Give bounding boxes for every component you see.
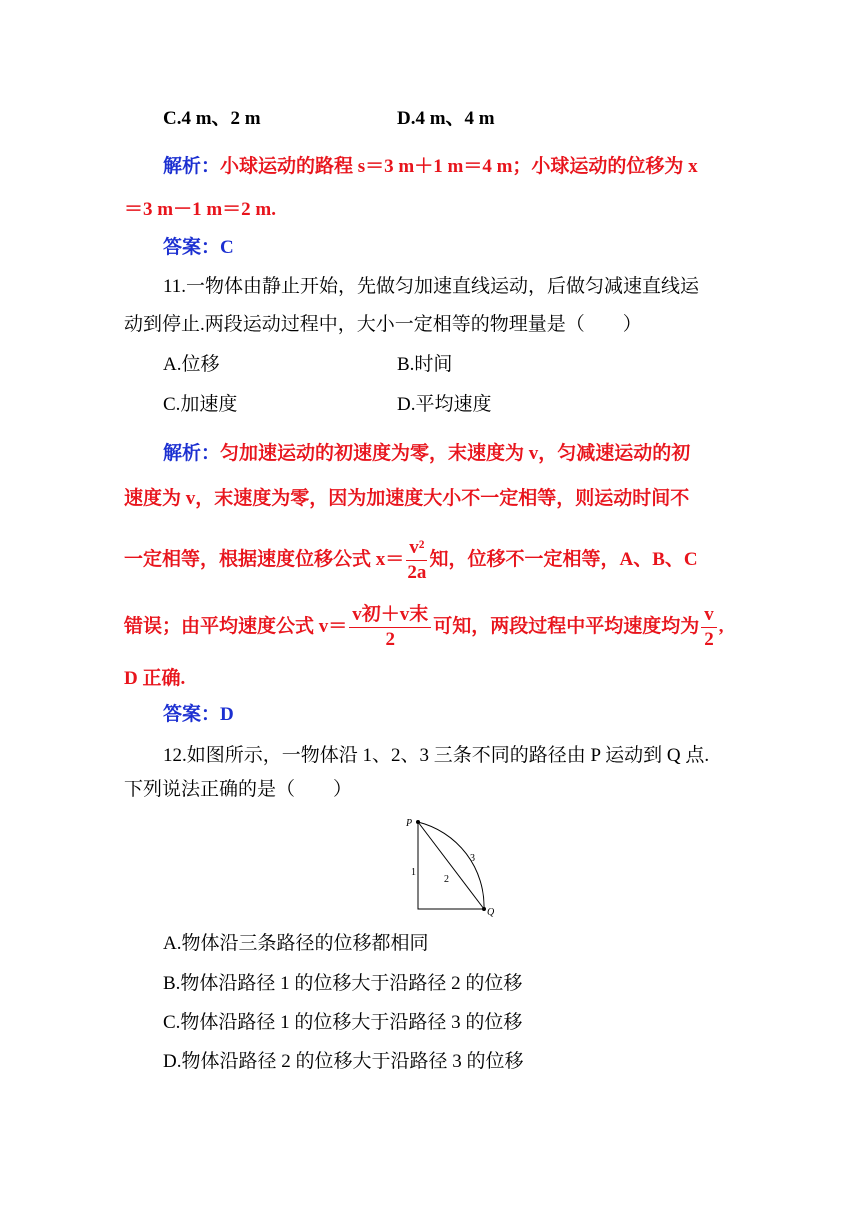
q11-analysis-line2: 速度为 v，末速度为零，因为加速度大小不一定相等，则运动时间不 xyxy=(124,488,690,509)
q12-option-d: D.物体沿路径 2 的位移大于沿路径 3 的位移 xyxy=(163,1051,524,1072)
path-2-label: 2 xyxy=(444,874,449,885)
q12-option-a: A.物体沿三条路径的位移都相同 xyxy=(163,933,429,954)
q12-stem-line1: 12.如图所示，一物体沿 1、2、3 三条不同的路径由 P 运动到 Q 点. xyxy=(163,745,710,766)
answer-value: D xyxy=(220,704,234,725)
answer-label: 答案： xyxy=(163,704,221,725)
fraction-denominator: 2a xyxy=(407,562,427,584)
fraction-denominator: 2 xyxy=(704,629,714,651)
path-diagram-svg xyxy=(400,812,500,922)
q12-option-c: C.物体沿路径 1 的位移大于沿路径 3 的位移 xyxy=(163,1012,523,1033)
fraction-numerator: v初＋v末 xyxy=(349,603,431,628)
q11-stem-line1: 11.一物体由静止开始，先做匀加速直线运动，后做匀减速直线运 xyxy=(163,276,700,297)
q11-analysis-line5: D 正确. xyxy=(124,668,186,689)
fraction-denominator: 2 xyxy=(385,629,396,651)
q11-analysis-line3 xyxy=(124,530,698,590)
point-q-dot xyxy=(482,907,486,911)
fraction-numerator: v xyxy=(701,603,717,628)
q10-analysis-line1 xyxy=(163,154,698,180)
q11-option-a: A.位移 xyxy=(163,354,220,375)
q12-stem-line2: 下列说法正确的是（ ） xyxy=(124,779,353,800)
q11-analysis-line1 xyxy=(163,441,690,467)
average-velocity-fraction xyxy=(349,603,431,652)
q10-option-c: C.4 m、2 m xyxy=(163,108,261,129)
formula-prefix: 一定相等，根据速度位移公式 x＝ xyxy=(124,549,405,570)
half-velocity-fraction xyxy=(701,603,717,652)
analysis-text: 小球运动的路程 s＝3 m＋1 m＝4 m；小球运动的位移为 x xyxy=(220,156,698,177)
fraction-numerator: v² xyxy=(406,536,427,561)
path-1-label: 1 xyxy=(411,867,416,878)
q10-answer xyxy=(163,235,234,261)
analysis-label: 解析： xyxy=(163,443,221,464)
q11-stem-line2: 动到停止.两段运动过程中，大小一定相等的物理量是（ ） xyxy=(124,314,642,335)
formula-middle: 可知，两段过程中平均速度均为 xyxy=(433,616,700,637)
displacement-formula-fraction xyxy=(406,536,427,585)
analysis-text: 匀加速运动的初速度为零，末速度为 v，匀减速运动的初 xyxy=(220,443,691,464)
formula-end: , xyxy=(718,616,724,637)
point-p-dot xyxy=(416,820,420,824)
answer-label: 答案： xyxy=(163,237,221,258)
q12-option-b: B.物体沿路径 1 的位移大于沿路径 2 的位移 xyxy=(163,973,523,994)
q11-option-b: B.时间 xyxy=(397,354,453,375)
q11-option-c: C.加速度 xyxy=(163,394,238,415)
q11-answer xyxy=(163,702,234,728)
path-diagram xyxy=(400,812,500,927)
answer-value: C xyxy=(220,237,234,258)
formula-suffix: 知，位移不一定相等，A、B、C xyxy=(429,549,698,570)
q10-option-d: D.4 m、4 m xyxy=(397,108,495,129)
q11-analysis-line4 xyxy=(124,597,724,657)
q11-option-d: D.平均速度 xyxy=(397,394,492,415)
path-3-label: 3 xyxy=(470,853,475,864)
formula-prefix: 错误；由平均速度公式 v＝ xyxy=(124,616,348,637)
analysis-label: 解析： xyxy=(163,156,221,177)
point-q-label: Q xyxy=(487,907,495,918)
point-p-label: P xyxy=(406,818,413,829)
q10-analysis-line2: ＝3 m－1 m＝2 m. xyxy=(124,199,276,220)
